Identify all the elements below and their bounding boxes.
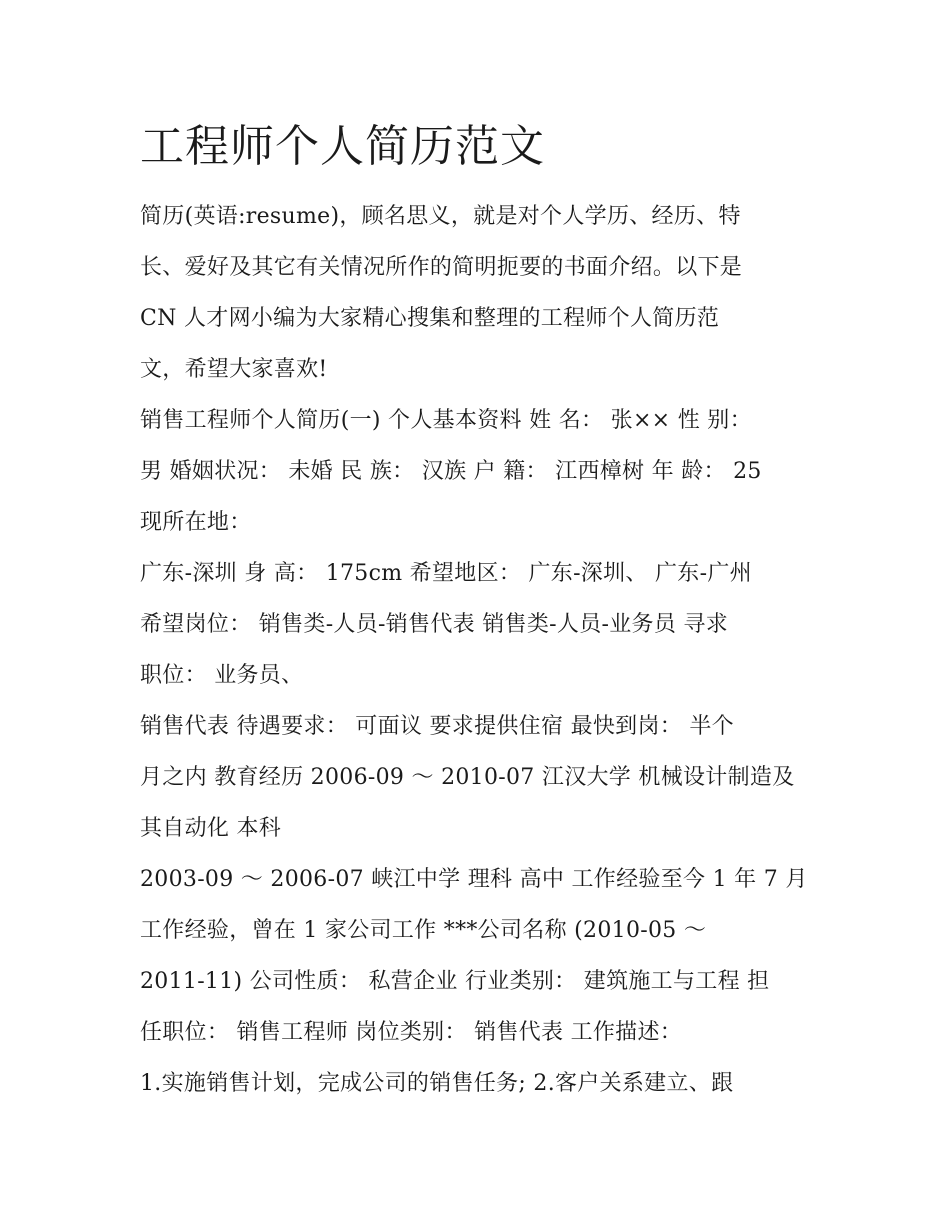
text-line: 男 婚姻状况： 未婚 民 族： 汉族 户 籍： 江西樟树 年 龄： 25 — [140, 459, 762, 484]
text-line: 文，希望大家喜欢! — [140, 357, 328, 382]
text-line: 职位： 业务员、 — [140, 663, 304, 688]
text-line: 销售代表 待遇要求： 可面议 要求提供住宿 最快到岗： 半个 — [140, 714, 734, 739]
text-line: 销售工程师个人简历(一) 个人基本资料 姓 名： 张×× 性 别： — [140, 408, 752, 433]
text-line: 1.实施销售计划，完成公司的销售任务; 2.客户关系建立、跟 — [140, 1071, 734, 1096]
text-line: 长、爱好及其它有关情况所作的简明扼要的书面介绍。以下是 — [140, 255, 743, 280]
text-line: 广东-深圳 身 高： 175cm 希望地区： 广东-深圳、 广东-广州 — [140, 561, 752, 586]
text-line: 简历(英语:resume)，顾名思义，就是对个人学历、经历、特 — [140, 204, 741, 229]
text-line: 2003-09 ～ 2006-07 峡江中学 理科 高中 工作经验至今 1 年 7 月 — [140, 867, 808, 892]
document-title: 工程师个人简历范文 — [140, 121, 545, 172]
text-line: 现所在地： — [140, 510, 252, 535]
text-line: 工作经验，曾在 1 家公司工作 ***公司名称 (2010-05 ～ — [140, 918, 707, 943]
text-line: 2011-11) 公司性质： 私营企业 行业类别： 建筑施工与工程 担 — [140, 969, 770, 994]
text-line: CN 人才网小编为大家精心搜集和整理的工程师个人简历范 — [140, 306, 720, 331]
document-body — [140, 117, 820, 1109]
text-line: 月之内 教育经历 2006-09 ～ 2010-07 江汉大学 机械设计制造及 — [140, 765, 795, 790]
paragraph-lines — [140, 191, 820, 1109]
text-line: 希望岗位： 销售类-人员-销售代表 销售类-人员-业务员 寻求 — [140, 612, 729, 637]
text-line: 其自动化 本科 — [140, 816, 282, 841]
text-line: 任职位： 销售工程师 岗位类别： 销售代表 工作描述： — [140, 1020, 683, 1045]
